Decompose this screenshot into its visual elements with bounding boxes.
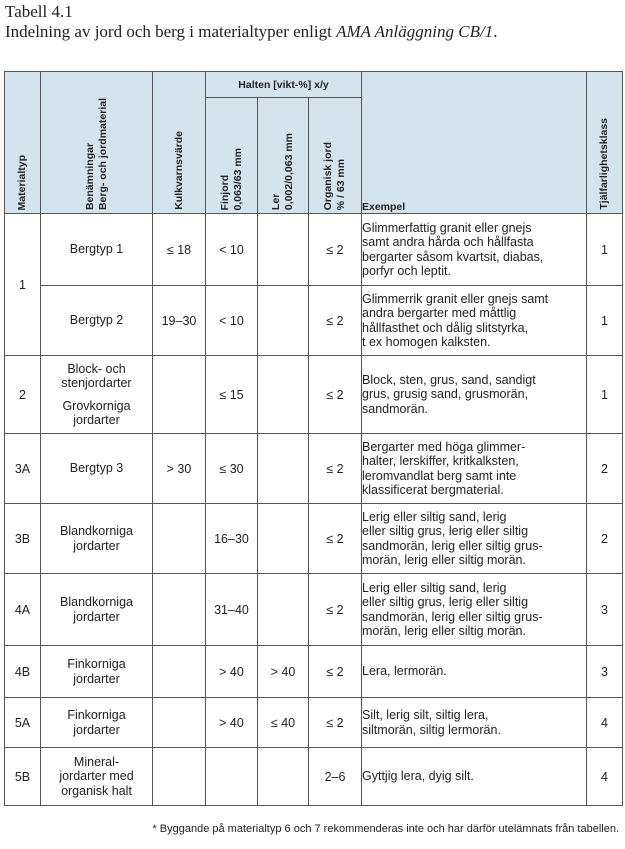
cell-finjord: < 10 — [206, 214, 258, 286]
table-caption — [5, 2, 497, 42]
header-benamningar: Benämningar Berg- och jordmaterial — [41, 72, 153, 214]
cell-klass: 1 — [587, 286, 623, 356]
header-materialtyp: Materialtyp — [5, 72, 41, 214]
cell-organisk: 2–6 — [309, 748, 362, 806]
cell-kulkvarn: > 30 — [153, 434, 206, 504]
cell-organisk: ≤ 2 — [309, 286, 362, 356]
cell-klass: 3 — [587, 574, 623, 646]
cell-klass: 1 — [587, 214, 623, 286]
cell-materialtyp: 4A — [5, 574, 41, 646]
cell-finjord — [206, 748, 258, 806]
cell-organisk: ≤ 2 — [309, 646, 362, 698]
cell-finjord: < 10 — [206, 286, 258, 356]
cell-klass: 4 — [587, 748, 623, 806]
cell-benamning: Bergtyp 3 — [41, 434, 153, 504]
cell-finjord: > 40 — [206, 698, 258, 748]
cell-ler — [258, 504, 309, 574]
caption-number: Tabell 4.1 — [5, 2, 73, 21]
cell-ler — [258, 214, 309, 286]
cell-benamning: Bergtyp 1 — [41, 214, 153, 286]
cell-benamning: Finkorniga jordarter — [41, 698, 153, 748]
caption-text: Indelning av jord och berg i materialtyper enligt AMA Anläggning CB/1. — [5, 22, 498, 41]
cell-organisk: ≤ 2 — [309, 504, 362, 574]
cell-kulkvarn — [153, 574, 206, 646]
header-exempel: Exempel — [362, 72, 587, 214]
cell-organisk: ≤ 2 — [309, 356, 362, 434]
cell-organisk: ≤ 2 — [309, 214, 362, 286]
header-kulkvarnsvarde: Kulkvarnsvärde — [153, 72, 206, 214]
table-row — [5, 214, 623, 286]
cell-kulkvarn — [153, 646, 206, 698]
cell-benamning: Blandkorniga jordarter — [41, 574, 153, 646]
table-footnote: * Byggande på materialtyp 6 och 7 rekommenderas inte och har därför utelämnats från tabellen. — [152, 823, 619, 835]
table-row — [5, 748, 623, 806]
header-organisk: Organisk jord % / 63 mm — [309, 98, 362, 214]
cell-organisk: ≤ 2 — [309, 574, 362, 646]
cell-materialtyp: 1 — [5, 214, 41, 356]
cell-kulkvarn: 19–30 — [153, 286, 206, 356]
cell-benamning: Finkorniga jordarter — [41, 646, 153, 698]
table-row — [5, 434, 623, 504]
cell-kulkvarn — [153, 748, 206, 806]
cell-exempel: Gyttjig lera, dyig silt. — [362, 748, 587, 806]
cell-materialtyp: 5A — [5, 698, 41, 748]
cell-benamning: Mineral- jordarter med organisk halt — [41, 748, 153, 806]
cell-materialtyp: 4B — [5, 646, 41, 698]
cell-klass: 2 — [587, 504, 623, 574]
cell-kulkvarn — [153, 356, 206, 434]
cell-ler: ≤ 40 — [258, 698, 309, 748]
header-ler: Ler 0,002/0,063 mm — [258, 98, 309, 214]
cell-exempel: Glimmerrik granit eller gnejs samt andra bergarter med måttlig hållfasthet och dålig slitstyrka, t ex homogen kalksten. — [362, 286, 587, 356]
cell-exempel: Lerig eller siltig sand, lerig eller siltig grus, lerig eller siltig sandmorän, lerig eller siltig grus- morän, lerig eller siltig morän. — [362, 504, 587, 574]
cell-kulkvarn: ≤ 18 — [153, 214, 206, 286]
table-row — [5, 646, 623, 698]
header-finjord: Finjord 0,063/63 mm — [206, 98, 258, 214]
cell-exempel: Bergarter med höga glimmer- halter, lerskiffer, kritkalksten, leromvandlat berg samt inte klassificerat bergmaterial. — [362, 434, 587, 504]
cell-exempel: Glimmerfattig granit eller gnejs samt andra hårda och hållfasta bergarter såsom kvartsit, diabas, porfyr och leptit. — [362, 214, 587, 286]
table-row — [5, 574, 623, 646]
cell-benamning: Block- och stenjordarter Grovkorniga jordarter — [41, 356, 153, 434]
cell-organisk: ≤ 2 — [309, 434, 362, 504]
cell-finjord: 16–30 — [206, 504, 258, 574]
material-types-table — [4, 71, 623, 806]
cell-ler — [258, 574, 309, 646]
cell-klass: 1 — [587, 356, 623, 434]
cell-benamning: Blandkorniga jordarter — [41, 504, 153, 574]
table-row — [5, 286, 623, 356]
cell-klass: 4 — [587, 698, 623, 748]
table-row — [5, 356, 623, 434]
cell-ler — [258, 286, 309, 356]
cell-exempel: Lera, lermorän. — [362, 646, 587, 698]
header-halten: Halten [vikt-%] x/y — [206, 72, 362, 98]
cell-benamning: Bergtyp 2 — [41, 286, 153, 356]
cell-materialtyp: 5B — [5, 748, 41, 806]
cell-materialtyp: 3B — [5, 504, 41, 574]
table-row — [5, 698, 623, 748]
cell-materialtyp: 2 — [5, 356, 41, 434]
cell-finjord: ≤ 30 — [206, 434, 258, 504]
cell-exempel: Silt, lerig silt, siltig lera, siltmorän, siltig lermorän. — [362, 698, 587, 748]
cell-ler — [258, 434, 309, 504]
cell-exempel: Block, sten, grus, sand, sandigt grus, grusig sand, grusmorän, sandmorän. — [362, 356, 587, 434]
cell-kulkvarn — [153, 504, 206, 574]
table-row — [5, 504, 623, 574]
cell-organisk: ≤ 2 — [309, 698, 362, 748]
cell-ler: > 40 — [258, 646, 309, 698]
cell-ler — [258, 356, 309, 434]
cell-finjord: 31–40 — [206, 574, 258, 646]
cell-exempel: Lerig eller siltig sand, lerig eller siltig grus, lerig eller siltig sandmorän, lerig eller siltig grus- morän, lerig eller siltig morän. — [362, 574, 587, 646]
cell-ler — [258, 748, 309, 806]
cell-klass: 2 — [587, 434, 623, 504]
cell-finjord: > 40 — [206, 646, 258, 698]
cell-klass: 3 — [587, 646, 623, 698]
cell-kulkvarn — [153, 698, 206, 748]
cell-finjord: ≤ 15 — [206, 356, 258, 434]
cell-materialtyp: 3A — [5, 434, 41, 504]
header-tjarfarlighetsklass: Tjälfarlighetsklass — [587, 72, 623, 214]
